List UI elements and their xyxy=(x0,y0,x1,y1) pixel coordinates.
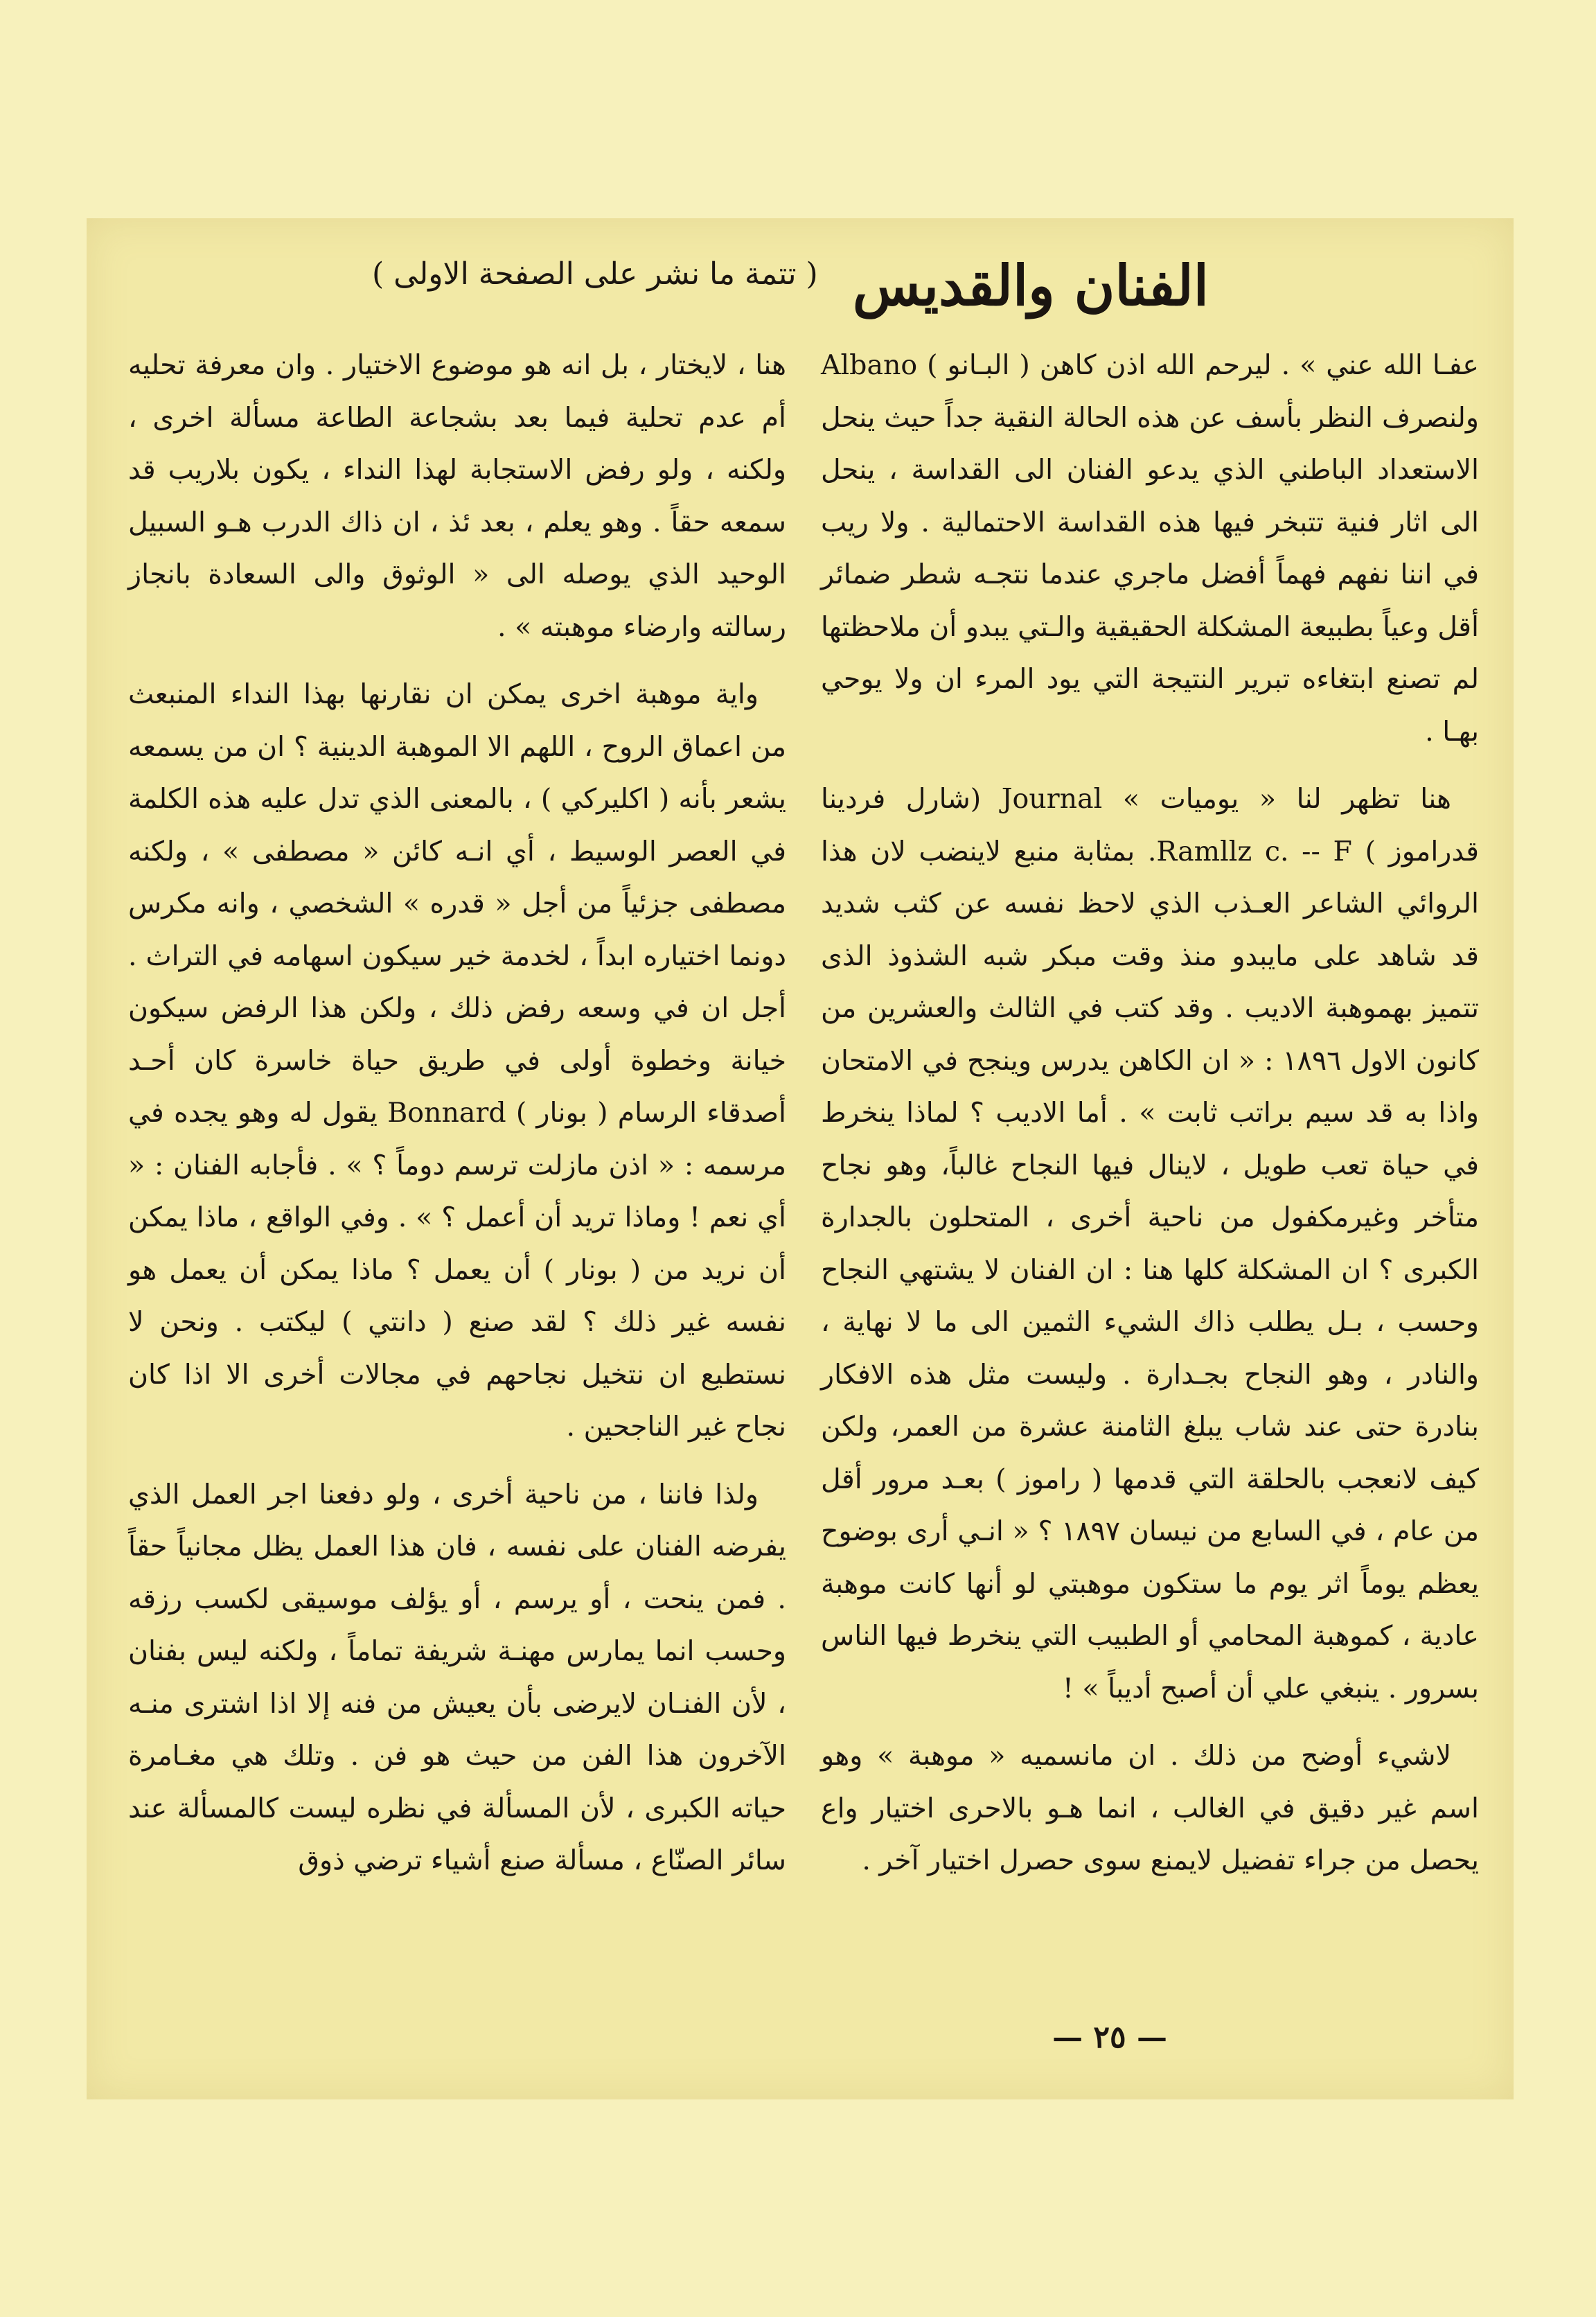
paragraph: واية موهبة اخرى يمكن ان نقارنها بهذا النداء المنبعث من اعماق الروح ، اللهم الا الموهبة الدينية ؟ ان من يسمعه يشعر بأنه ( اكليركي ) ، بالمعنى الذي تدل عليه هذه الكلمة في العصر الوسيط ، أي انـه كائن « مصطفى » ، ولكنه مصطفى جزئياً من أجل « قدره » الشخصي ، وانه مكرس دونما اختياره ابداً ، لخدمة خير سيكون اسهامه في التراث . أجل ان في وسعه رفض ذلك ، ولكن هذا الرفض سيكون خيانة وخطوة أولى في طريق حياة خاسرة كان أحـد أصدقاء الرسام ( بونار ) Bonnard يقول له وهو يجده في مرسمه : « اذن مازلت ترسم دوماً ؟ » . فأجابه الفنان : « أي نعم ! وماذا تريد أن أعمل ؟ » . وفي الواقع ، ماذا يمكن أن نريد من ( بونار ) أن يعمل ؟ ماذا يمكن أن يعمل هو نفسه غير ذلك ؟ لقد صنع ( دانتي ) ليكتب . ونحن لا نستطيع ان نتخيل نجاحهم في مجالات أخرى الا اذا كان نجاح غير الناجحين . xyxy=(128,678,786,1443)
page-header xyxy=(87,243,1514,333)
continuation-note: ( تتمة ما نشر على الصفحة الاولى ) xyxy=(372,256,818,292)
paragraph: هنا ، لايختار ، بل انه هو موضوع الاختيار . وان معرفة تحليه أم عدم تحلية فيما بعد بشجاعة الطاعة مسألة اخرى ، ولكنه ، ولو رفض الاستجابة لهذا النداء ، يكون بلاريب قد سمعه حقاً . وهو يعلم ، بعد ئذ ، ان ذاك الدرب هـو السبيل الوحيد الذي يوصله الى « الوثوق والى السعادة بانجاز رسالته وارضاء موهبته » . xyxy=(128,349,786,643)
page-number: — ٢٥ — xyxy=(1052,2020,1167,2055)
magazine-page xyxy=(87,218,1514,2099)
article-title: الفنان والقديس xyxy=(852,253,1209,318)
paragraph: ولذا فاننا ، من ناحية أخرى ، ولو دفعنا اجر العمل الذي يفرضه الفنان على نفسه ، فان هذا العمل يظل مجانياً حقاً . فمن ينحت ، أو يرسم ، أو يؤلف موسيقى لكسب رزقه وحسب انما يمارس مهنـة شريفة تماماً ، ولكنه ليس بفنان ، لأن الفنـان لايرضى بأن يعيش من فنه إلا اذا اشترى منـه الآخرون هذا الفن من حيث هو فن . وتلك هي مغـامرة حياته الكبرى ، لأن المسألة في نظره ليست كالمسألة عند سائر الصنّاع ، مسألة صنع أشياء ترضي ذوق xyxy=(128,1478,786,1876)
right-column xyxy=(821,340,1479,1903)
paragraph: لاشيء أوضح من ذلك . ان مانسميه « موهبة » وهو اسم غير دقيق في الغالب ، انما هـو بالاحرى اختيار واع يحصل من جراء تفضيل لايمنع سوى حصرل اختيار آخر . xyxy=(821,1740,1479,1876)
paragraph: عفـا الله عني » . ليرحم الله اذن كاهن ( البـانو ) Albano ولنصرف النظر بأسف عن هذه الحالة النقية جداً حيث ينحل الاستعداد الباطني الذي يدعو الفنان الى القداسة ، ينحل الى اثار فنية تتبخر فيها هذه القداسة الاحتمالية . ولا ريب في اننا نفهم فهماً أفضل ماجري عندما نتجـه شطر ضمائر أقل وعياً بطبيعة المشكلة الحقيقية والـتي يبدو أن ملاحظتها لم تصنع ابتغاءه تبرير النتيجة التي يود المرء ان ولا يوحي بهـا . xyxy=(821,349,1479,748)
paragraph: هنا تظهر لنا « يوميات » Journal (شارل فردينا قدراموز ) Ramllz c. -- F. بمثابة منبع لاينضب لان هذا الروائي الشاعر العـذب الذي لاحظ نفسه عن كثب شديد قد شاهد على مايبدو منذ وقت مبكر شبه الشذوذ الذى تتميز بهموهبة الاديب . وقد كتب في الثالث والعشرين من كانون الاول ١٨٩٦ : « ان الكاهن يدرس وينجح في الامتحان واذا به قد سيم براتب ثابت » . أما الاديب ؟ لماذا ينخرط في حياة تعب طويل ، لاينال فيها النجاح غالباً، وهو نجاح متأخر وغيرمكفول من ناحية أخرى ، المتحلون بالجدارة الكبرى ؟ ان المشكلة كلها هنا : ان الفنان لا يشتهي النجاح وحسب ، بـل يطلب ذاك الشيء الثمين الى ما لا نهاية ، والنادر ، وهو النجاح بجـدارة . وليست مثل هذه الافكار بنادرة حتى عند شاب يبلغ الثامنة عشرة من العمر، ولكن كيف لانعجب بالحلقة التي قدمها ( راموز ) بعـد مرور أقل من عام ، في السابع من نيسان ١٨٩٧ ؟ « انـي أرى بوضوح يعظم يوماً اثر يوم ما ستكون موهبتي لو أنها كانت موهبة عادية ، كموهبة المحامي أو الطبيب التي ينخرط فيها الناس بسرور . ينبغي علي أن أصبح أديباً » ! xyxy=(821,783,1480,1704)
left-column xyxy=(128,340,786,1903)
